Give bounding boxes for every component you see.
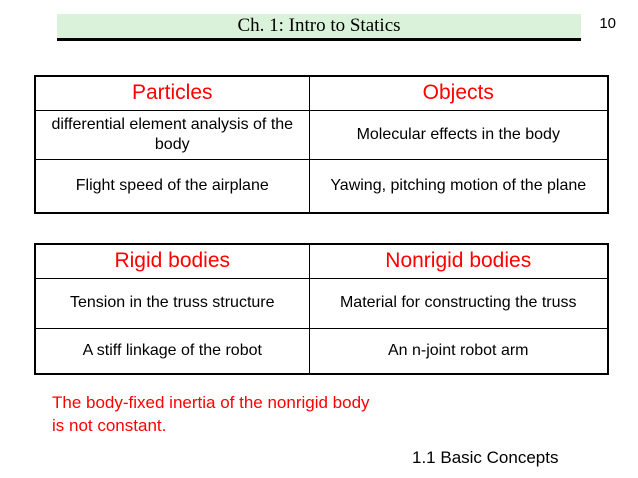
section-footer: 1.1 Basic Concepts: [412, 448, 559, 467]
column-header-particles: Particles: [35, 76, 309, 111]
inertia-note: [52, 392, 370, 438]
table-header-row: [35, 76, 608, 111]
table-cell: An n-joint robot arm: [309, 329, 608, 375]
column-header-rigid-bodies: Rigid bodies: [35, 244, 309, 279]
note-line: is not constant.: [52, 415, 167, 435]
page-number: 10: [599, 15, 616, 32]
table-cell: Flight speed of the airplane: [35, 160, 309, 214]
column-header-nonrigid-bodies: Nonrigid bodies: [309, 244, 608, 279]
column-header-objects: Objects: [309, 76, 608, 111]
table-cell: differential element analysis of the body: [35, 111, 309, 160]
table-row: [35, 329, 608, 375]
slide-title-bar: [57, 14, 581, 41]
table-cell: Molecular effects in the body: [309, 111, 608, 160]
table-cell: Tension in the truss structure: [35, 279, 309, 329]
table-cell: A stiff linkage of the robot: [35, 329, 309, 375]
rigid-vs-nonrigid-table: [34, 243, 609, 375]
table-row: [35, 111, 608, 160]
table-row: [35, 160, 608, 214]
table-header-row: [35, 244, 608, 279]
slide-title: Ch. 1: Intro to Statics: [237, 15, 401, 36]
particles-vs-objects-table: [34, 75, 609, 214]
table-row: [35, 279, 608, 329]
table-cell: Yawing, pitching motion of the plane: [309, 160, 608, 214]
note-line: The body-fixed inertia of the nonrigid body: [52, 393, 370, 412]
table-cell: Material for constructing the truss: [309, 279, 608, 329]
